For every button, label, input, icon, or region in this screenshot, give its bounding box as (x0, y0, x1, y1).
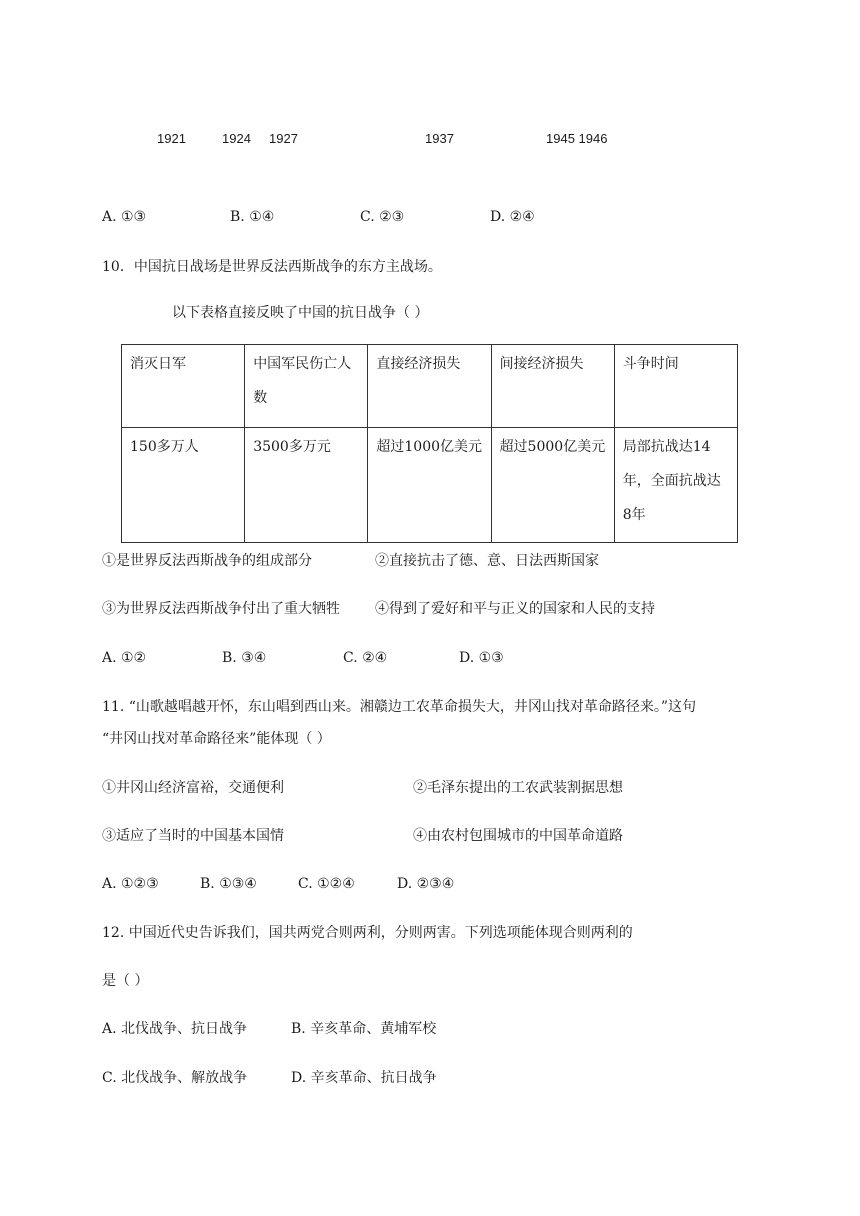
table-cell: 150多万人 (122, 428, 245, 543)
option-b[interactable]: B. ①④ (230, 209, 275, 225)
option-c[interactable]: C. ①②④ (298, 876, 355, 892)
statement-1: ①是世界反法西斯战争的组成部分 (102, 553, 312, 569)
option-d[interactable]: D. ①③ (459, 650, 504, 666)
year-label: 1921 (157, 131, 186, 146)
statement-2: ②直接抗击了德、意、日法西斯国家 (375, 553, 599, 569)
question-stem: 12. 中国近代史告诉我们，国共两党合则两利，分则两害。下列选项能体现合则两利的 (102, 925, 633, 941)
option-d[interactable]: D. ②③④ (397, 876, 455, 892)
table-header: 消灭日军 (122, 345, 245, 428)
table-header: 斗争时间 (614, 345, 737, 428)
question-sub: 以下表格直接反映了中国的抗日战争（ ） (172, 305, 429, 321)
option-a[interactable]: A. 北伐战争、抗日战争 (102, 1021, 248, 1037)
question-stem: 10．中国抗日战场是世界反法西斯战争的东方主战场。 (102, 259, 442, 275)
option-b[interactable]: B. 辛亥革命、黄埔军校 (291, 1021, 437, 1037)
question-stem: 11. “山歌越唱越开怀，东山唱到西山来。湘赣边工农革命损失大，井冈山找对革命路径来。”这句 (102, 699, 697, 715)
table-header: 间接经济损失 (491, 345, 614, 428)
option-a[interactable]: A. ①③ (102, 209, 147, 225)
table-cell: 超过1000亿美元 (368, 428, 491, 543)
statement-3: ③适应了当时的中国基本国情 (102, 828, 284, 844)
table-cell: 3500多万元 (245, 428, 368, 543)
table-header: 直接经济损失 (368, 345, 491, 428)
option-c[interactable]: C. ②④ (343, 650, 388, 666)
table-cell: 超过5000亿美元 (491, 428, 614, 543)
statement-2: ②毛泽东提出的工农武装割据思想 (413, 780, 623, 796)
option-c[interactable]: C. ②③ (360, 209, 405, 225)
year-label: 1924 (222, 131, 251, 146)
option-a[interactable]: A. ①②③ (102, 876, 159, 892)
option-a[interactable]: A. ①② (102, 650, 147, 666)
statement-4: ④得到了爱好和平与正义的国家和人民的支持 (375, 601, 655, 617)
option-c[interactable]: C. 北伐战争、解放战争 (102, 1070, 248, 1086)
option-b[interactable]: B. ③④ (222, 650, 267, 666)
year-label: 1927 (269, 131, 298, 146)
statement-3: ③为世界反法西斯战争付出了重大牺牲 (102, 601, 340, 617)
statement-4: ④由农村包围城市的中国革命道路 (413, 828, 623, 844)
question-stem-cont: “井冈山找对革命路径来”能体现（ ） (102, 731, 331, 747)
statement-1: ①井冈山经济富裕，交通便利 (102, 780, 284, 796)
year-label: 1937 (425, 131, 454, 146)
option-b[interactable]: B. ①③④ (200, 876, 257, 892)
year-label: 1945 1946 (546, 131, 608, 146)
table-cell: 局部抗战达14年，全面抗战达8年 (614, 428, 737, 543)
war-data-table (121, 344, 738, 543)
option-d[interactable]: D. 辛亥革命、抗日战争 (291, 1070, 437, 1086)
table-header: 中国军民伤亡人数 (245, 345, 368, 428)
question-stem-cont: 是（ ） (102, 973, 149, 989)
option-d[interactable]: D. ②④ (490, 209, 535, 225)
